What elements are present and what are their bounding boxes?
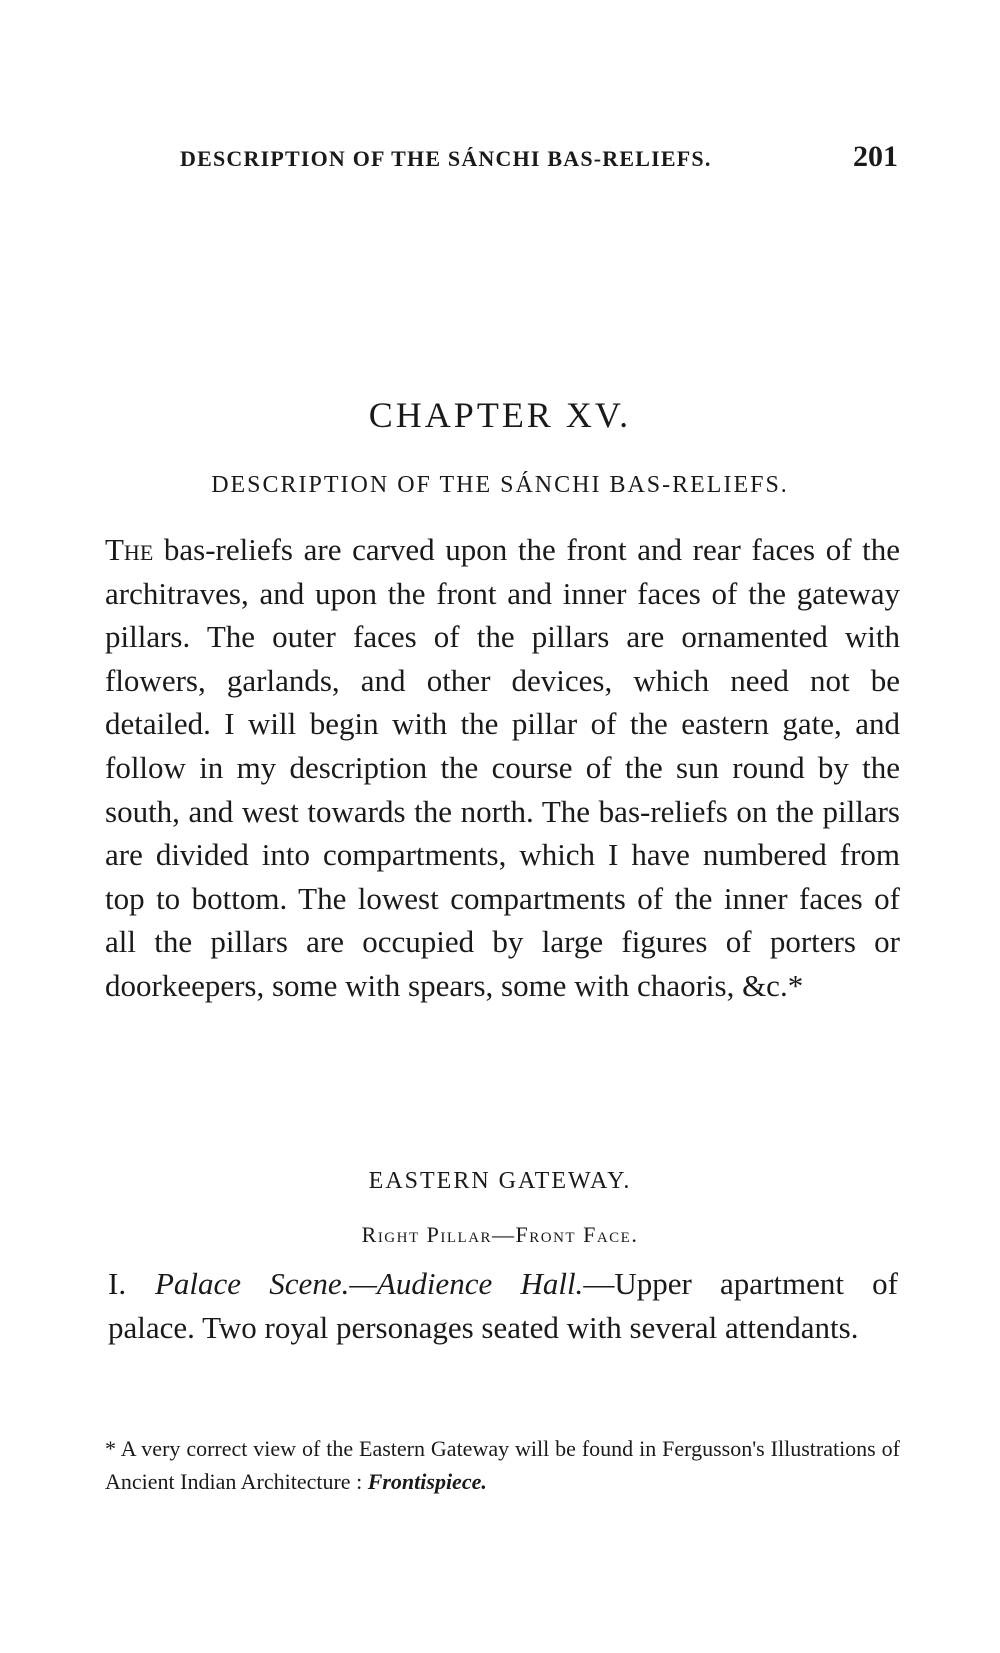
- page-number: 201: [853, 140, 898, 173]
- footnote-reference: Frontispiece.: [367, 1469, 487, 1494]
- footnote-text: * A very correct view of the Eastern Gateway will be found in Fergusson's Illustrations of Ancient Indian Architecture :: [105, 1436, 900, 1494]
- body-paragraph: [105, 528, 900, 1008]
- paragraph-text: bas-reliefs are carved upon the front and rear faces of the architraves, and upon the front and inner faces of the gateway pillars. The outer faces of the pillars are ornamented with flowers, garlands, and other devices, which need not be detailed. I will begin with the pillar of the eastern gate, and follow in my description the course of the sun round by the south, and west towards the north. The bas-reliefs on the pillars are divided into compartments, which I have numbered from top to bottom. The lowest compartments of the inner faces of all the pillars are occupied by large figures of porters or doorkeepers, some with spears, some with chaoris, &c.*: [105, 532, 901, 1003]
- running-title: DESCRIPTION OF THE SÁNCHI BAS-RELIEFS.: [180, 146, 712, 171]
- lead-word: The: [105, 532, 154, 567]
- chapter-title: CHAPTER XV.: [368, 395, 632, 435]
- subsection-heading: Right Pillar—Front Face.: [361, 1222, 639, 1247]
- chapter-subtitle: DESCRIPTION OF THE SÁNCHI BAS-RELIEFS.: [211, 472, 789, 498]
- footnote: [105, 1432, 900, 1498]
- section-heading: EASTERN GATEWAY.: [368, 1168, 632, 1194]
- entry-text: —Upper apartment of palace. Two royal personages seated with several attendants.: [108, 1266, 898, 1345]
- entry-number: I.: [108, 1266, 127, 1301]
- entry-title: Palace Scene.—Audience Hall.: [155, 1266, 584, 1301]
- entry-item: [108, 1262, 898, 1350]
- running-head: [180, 140, 898, 174]
